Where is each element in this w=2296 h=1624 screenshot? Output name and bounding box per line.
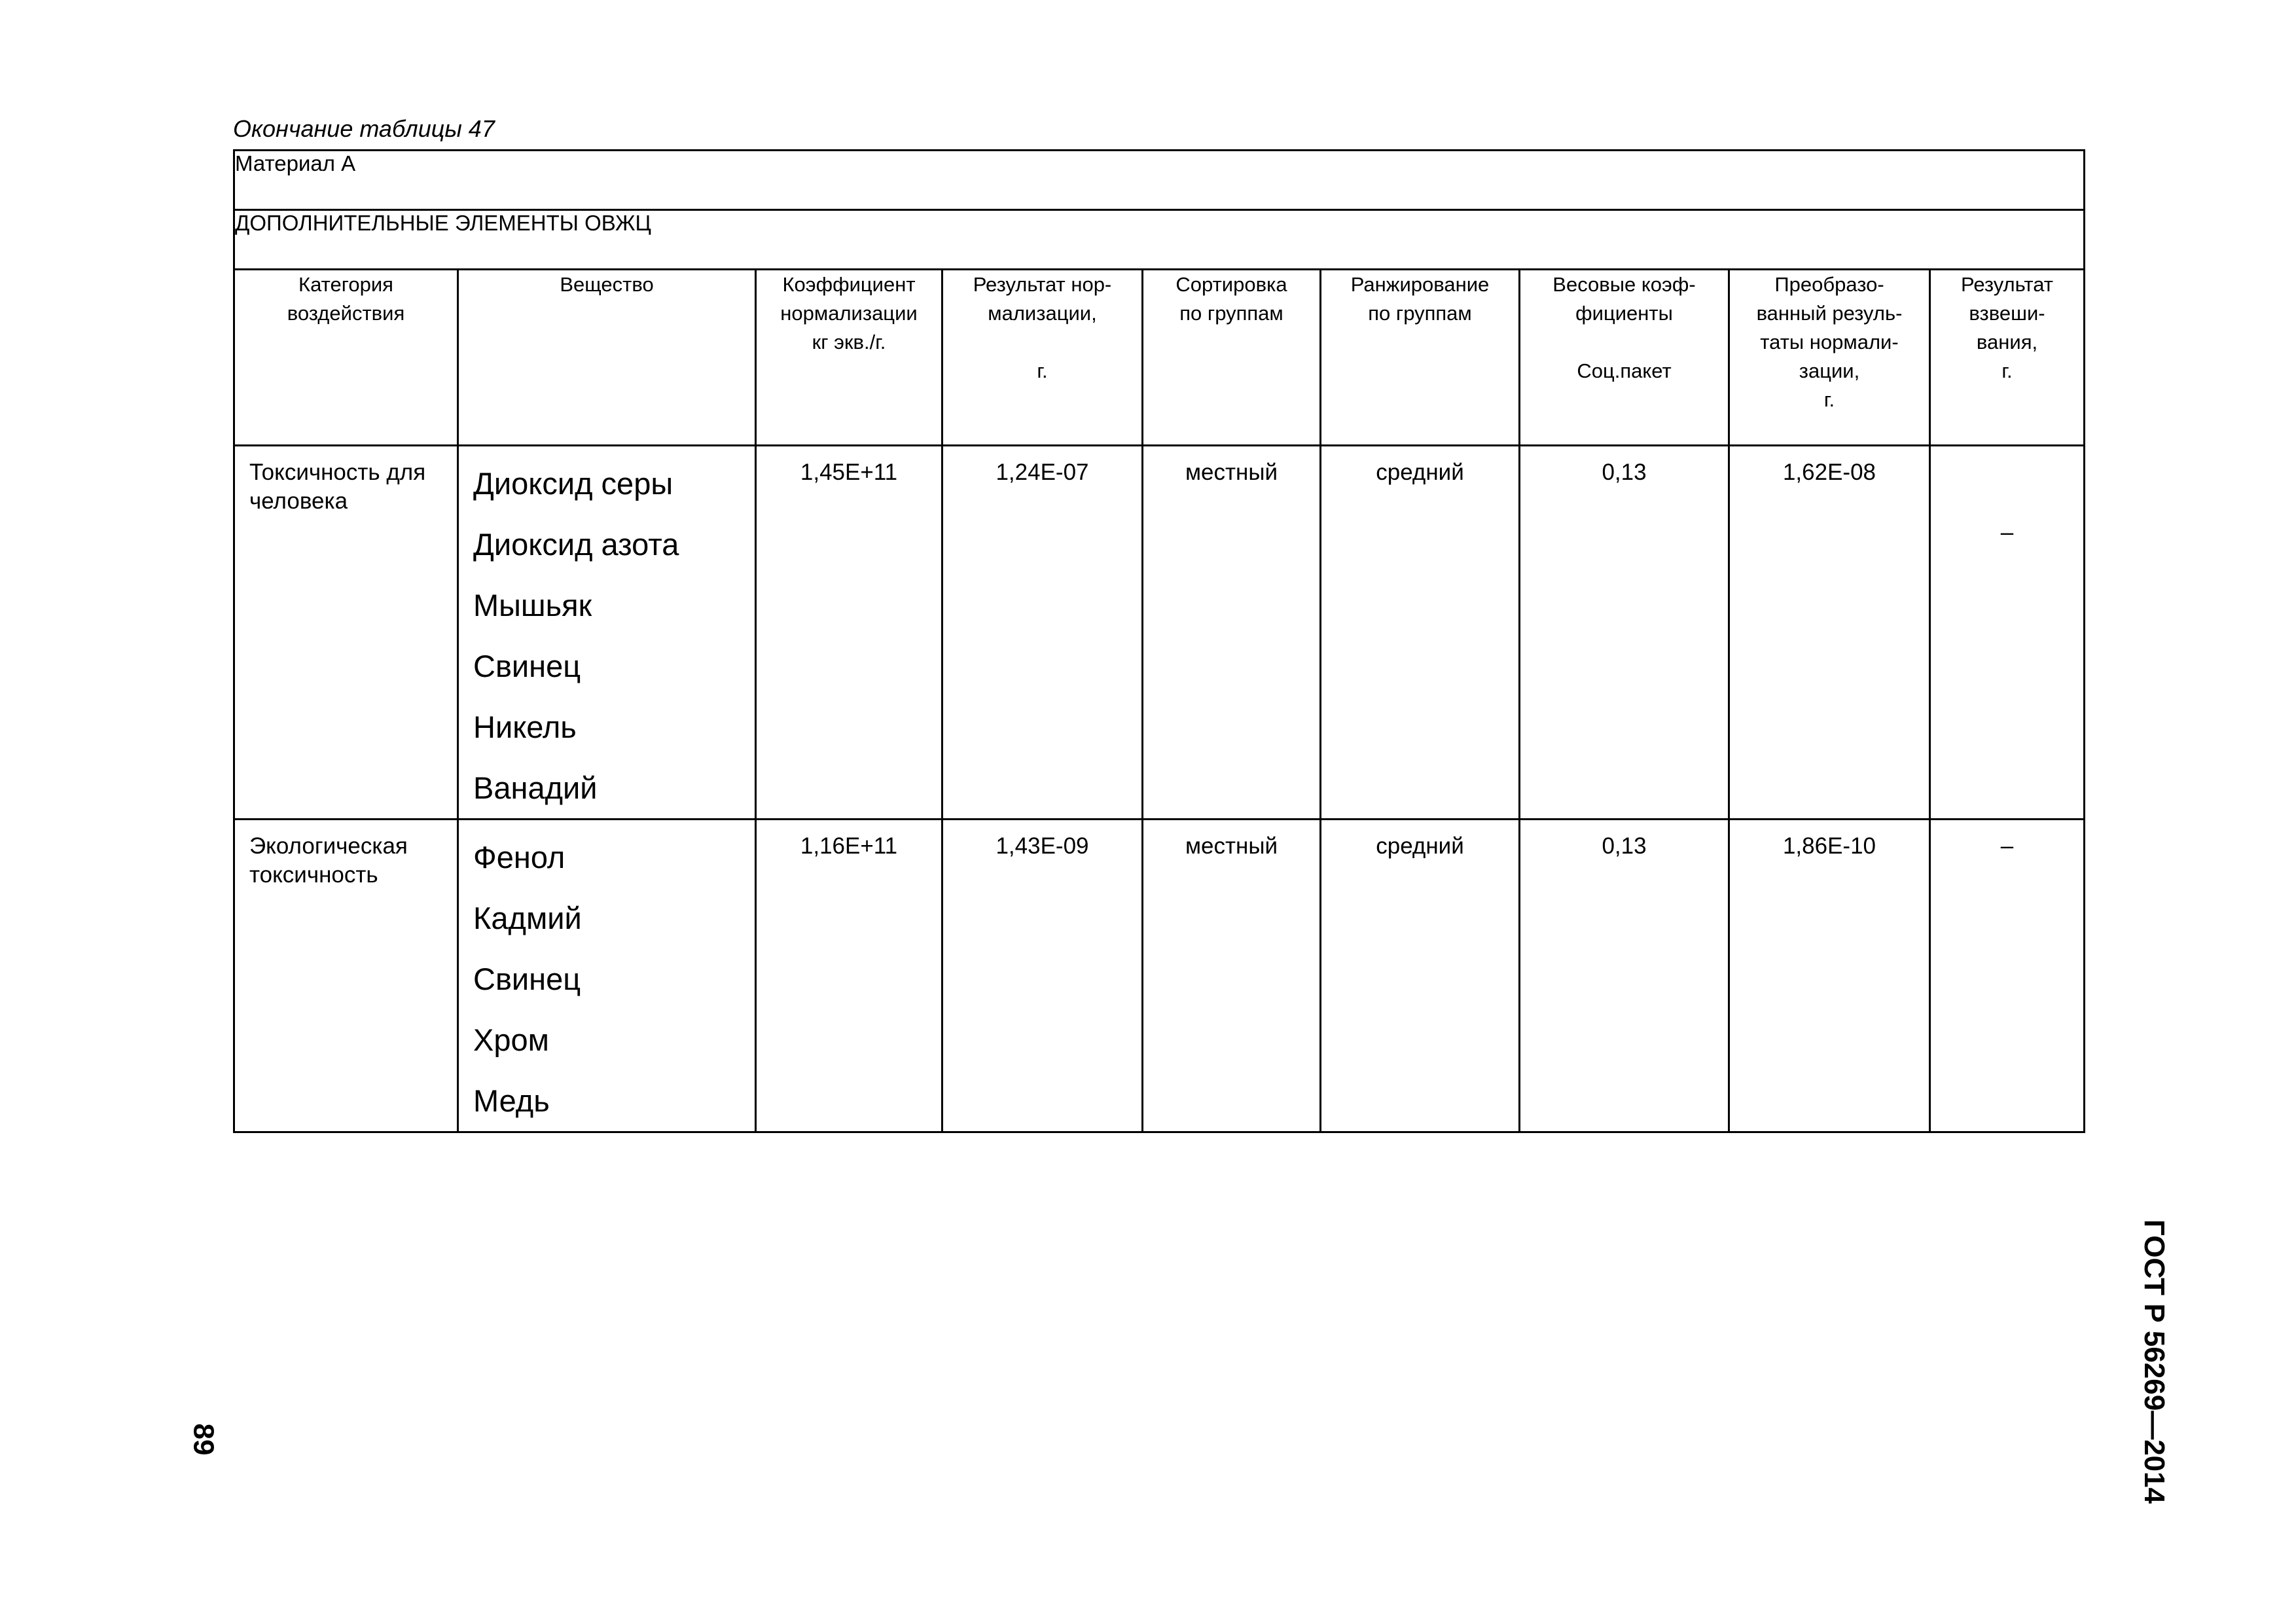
- weighted-cell: –: [1930, 820, 2085, 1132]
- page-number: 89: [187, 1423, 220, 1456]
- ranking-cell: средний: [1321, 446, 1520, 820]
- weights-cell: 0,13: [1520, 446, 1729, 820]
- table-caption: Окончание таблицы 47: [233, 115, 495, 142]
- weighted-cell: [1930, 446, 2085, 820]
- table-row: [234, 820, 2085, 1132]
- substance-item: Свинец: [473, 649, 581, 683]
- header-transformed: Преобразо- ванный резуль- таты нормали- зации, г.: [1729, 270, 1930, 446]
- header-sorting: Сортировка по группам: [1143, 270, 1321, 446]
- transformed-cell: 1,62Е-08: [1729, 446, 1930, 820]
- category-cell: Токсичность для человека: [234, 446, 458, 820]
- sorting-cell: местный: [1143, 820, 1321, 1132]
- substance-item: Диоксид серы: [473, 466, 673, 501]
- substance-list: [458, 446, 756, 820]
- substance-item: Ванадий: [473, 770, 598, 805]
- weighted-value: –: [2000, 520, 2014, 545]
- header-row: [234, 270, 2085, 446]
- data-table: [233, 149, 2085, 1133]
- substance-list: [458, 820, 756, 1132]
- category-cell: Экологическая токсичность: [234, 820, 458, 1132]
- header-weighted: Результат взвеши- вания, г.: [1930, 270, 2085, 446]
- header-norm-result: Результат нор- мализации, г.: [942, 270, 1143, 446]
- norm-result-cell: 1,43Е-09: [942, 820, 1143, 1132]
- substance-item: Никель: [473, 710, 577, 744]
- substance-item: Фенол: [473, 840, 565, 875]
- table-row: [234, 446, 2085, 820]
- section-row: ДОПОЛНИТЕЛЬНЫЕ ЭЛЕМЕНТЫ ОВЖЦ: [234, 210, 2085, 270]
- ranking-cell: средний: [1321, 820, 1520, 1132]
- norm-coef-cell: 1,16Е+11: [756, 820, 942, 1132]
- transformed-cell: 1,86Е-10: [1729, 820, 1930, 1132]
- weights-cell: 0,13: [1520, 820, 1729, 1132]
- norm-coef-cell: 1,45Е+11: [756, 446, 942, 820]
- header-ranking: Ранжирование по группам: [1321, 270, 1520, 446]
- substance-item: Медь: [473, 1083, 550, 1118]
- substance-item: Мышьяк: [473, 588, 592, 623]
- substance-item: Диоксид азота: [473, 527, 679, 562]
- substance-item: Хром: [473, 1022, 549, 1057]
- header-norm-coef: Коэффициент нормализации кг экв./г.: [756, 270, 942, 446]
- header-weights: Весовые коэф- фициенты Соц.пакет: [1520, 270, 1729, 446]
- sorting-cell: местный: [1143, 446, 1321, 820]
- substance-item: Свинец: [473, 962, 581, 996]
- header-substance: Вещество: [458, 270, 756, 446]
- material-row: Материал А: [234, 151, 2085, 210]
- substance-item: Кадмий: [473, 901, 582, 935]
- norm-result-cell: 1,24Е-07: [942, 446, 1143, 820]
- document-code: ГОСТ Р 56269—2014: [2138, 1219, 2170, 1504]
- header-category: Категория воздействия: [234, 270, 458, 446]
